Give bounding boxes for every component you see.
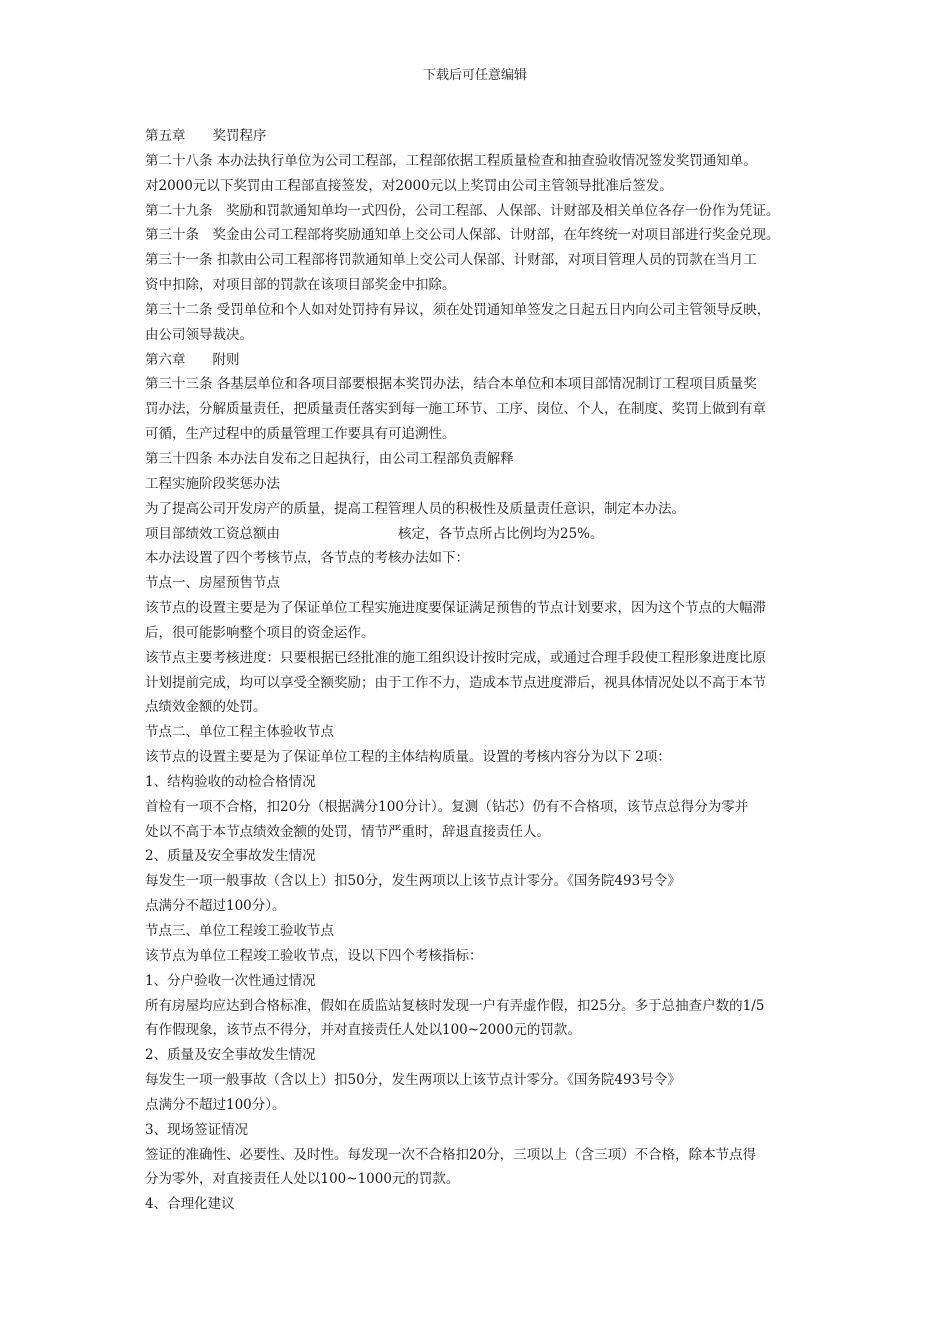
node-heading: 节点一、房屋预售节点 (145, 575, 280, 592)
text-line: 第二十九条 奖励和罚款通知单均一式四份，公司工程部、人保部、计财部及相关单位各存一份作为凭证。 (145, 202, 780, 219)
text-line: 该节点为单位工程竣工验收节点，设以下四个考核指标： (145, 947, 483, 964)
text-line: 该节点的设置主要是为了保证单位工程的主体结构质量。设置的考核内容分为以下 2项： (145, 749, 671, 766)
text-line: 首检有一项不合格，扣20分（根据满分100分计）。复测（钻芯）仍有不合格项，该节点总得分为零并 (145, 798, 749, 815)
chapter-heading: 第五章 奖罚程序 (145, 128, 267, 144)
text-line: 对2000元以下奖罚由工程部直接签发，对2000元以上奖罚由公司主管领导批准后签发。 (145, 177, 673, 194)
text-line: 第三十条 奖金由公司工程部将奖励通知单上交公司人保部、计财部，在年终统一对项目部进行奖金兑现。 (145, 227, 780, 244)
text-line: 罚办法，分解质量责任，把质量责任落实到每一施工环节、工序、岗位、个人，在制度、奖罚上做到有章 (145, 401, 766, 418)
text-line: 签证的准确性、必要性、及时性。每发现一次不合格扣20分，三项以上（含三项）不合格，除本节点得 (145, 1146, 757, 1163)
text-line: 后，很可能影响整个项目的资金运作。 (145, 624, 375, 641)
text-line: 第三十三条 各基层单位和各项目部要根据本奖罚办法，结合本单位和本项目部情况制订工程项目质量奖 (145, 376, 757, 393)
page-header: 下载后可任意编辑 (422, 68, 527, 83)
node-heading: 节点二、单位工程主体验收节点 (145, 724, 334, 741)
text-line: 第三十二条 受罚单位和个人如对处罚持有异议，须在处罚通知单签发之日起五日内向公司主管领导反映， (145, 301, 771, 318)
item-heading: 4、合理化建议 (145, 1196, 235, 1213)
text-line: 第三十一条 扣款由公司工程部将罚款通知单上交公司人保部、计财部，对项目管理人员的罚款在当月工 (145, 252, 757, 269)
text-line: 本办法设置了四个考核节点，各节点的考核办法如下： (145, 550, 469, 567)
item-heading: 1、结构验收的动检合格情况 (145, 773, 316, 790)
section-title: 工程实施阶段奖惩办法 (145, 475, 280, 492)
text-line: 由公司领导裁决。 (145, 326, 253, 343)
chapter-heading: 第六章 附则 (145, 351, 240, 368)
text-line: 点满分不超过100分）。 (145, 898, 286, 915)
text-line: 每发生一项一般事故（含以上）扣50分，发生两项以上该节点计零分。《国务院493号令》 (145, 873, 681, 890)
text-line-with-blank (145, 522, 825, 547)
text-line: 第三十四条 本办法自发布之日起执行，由公司工程部负责解释 (145, 450, 514, 467)
document-body (145, 124, 825, 1217)
text-line: 所有房屋均应达到合格标准，假如在质监站复核时发现一户有弄虚作假，扣25分。多于总抽查户数的1/5 (145, 997, 765, 1014)
text-line: 可循，生产过程中的质量管理工作要具有可追溯性。 (145, 426, 456, 443)
text-line: 第二十八条 本办法执行单位为公司工程部，工程部依据工程质量检查和抽查验收情况签发奖罚通知单。 (145, 152, 757, 169)
text-segment: 核定，各节点所占比例均为25%。 (398, 525, 604, 542)
text-line: 分为零外，对直接责任人处以100~1000元的罚款。 (145, 1171, 460, 1188)
text-line: 该节点主要考核进度：只要根据已经批准的施工组织设计按时完成，或通过合理手段使工程形象进度比原 (145, 649, 766, 666)
text-line: 每发生一项一般事故（含以上）扣50分，发生两项以上该节点计零分。《国务院493号令》 (145, 1072, 681, 1089)
text-line: 点绩效金额的处罚。 (145, 699, 267, 716)
item-heading: 1、分户验收一次性通过情况 (145, 972, 316, 989)
text-line: 有作假现象，该节点不得分，并对直接责任人处以100~2000元的罚款。 (145, 1022, 581, 1039)
text-segment: 项目部绩效工资总额由 (145, 525, 280, 542)
text-line: 资中扣除，对项目部的罚款在该项目部奖金中扣除。 (145, 277, 456, 294)
item-heading: 2、质量及安全事故发生情况 (145, 848, 316, 865)
text-line: 为了提高公司开发房产的质量，提高工程管理人员的积极性及质量责任意识，制定本办法。 (145, 500, 685, 517)
node-heading: 节点三、单位工程竣工验收节点 (145, 923, 334, 939)
text-line: 该节点的设置主要是为了保证单位工程实施进度要保证满足预售的节点计划要求，因为这个节点的大幅滞 (145, 600, 766, 617)
item-heading: 2、质量及安全事故发生情况 (145, 1047, 316, 1064)
text-line: 点满分不超过100分）。 (145, 1096, 286, 1113)
text-line: 处以不高于本节点绩效金额的处罚，情节严重时，辞退直接责任人。 (145, 823, 550, 840)
item-heading: 3、现场签证情况 (145, 1121, 249, 1138)
text-line: 计划提前完成，均可以享受全额奖励；由于工作不力，造成本节点进度滞后，视具体情况处以不高于本节 (145, 674, 766, 691)
